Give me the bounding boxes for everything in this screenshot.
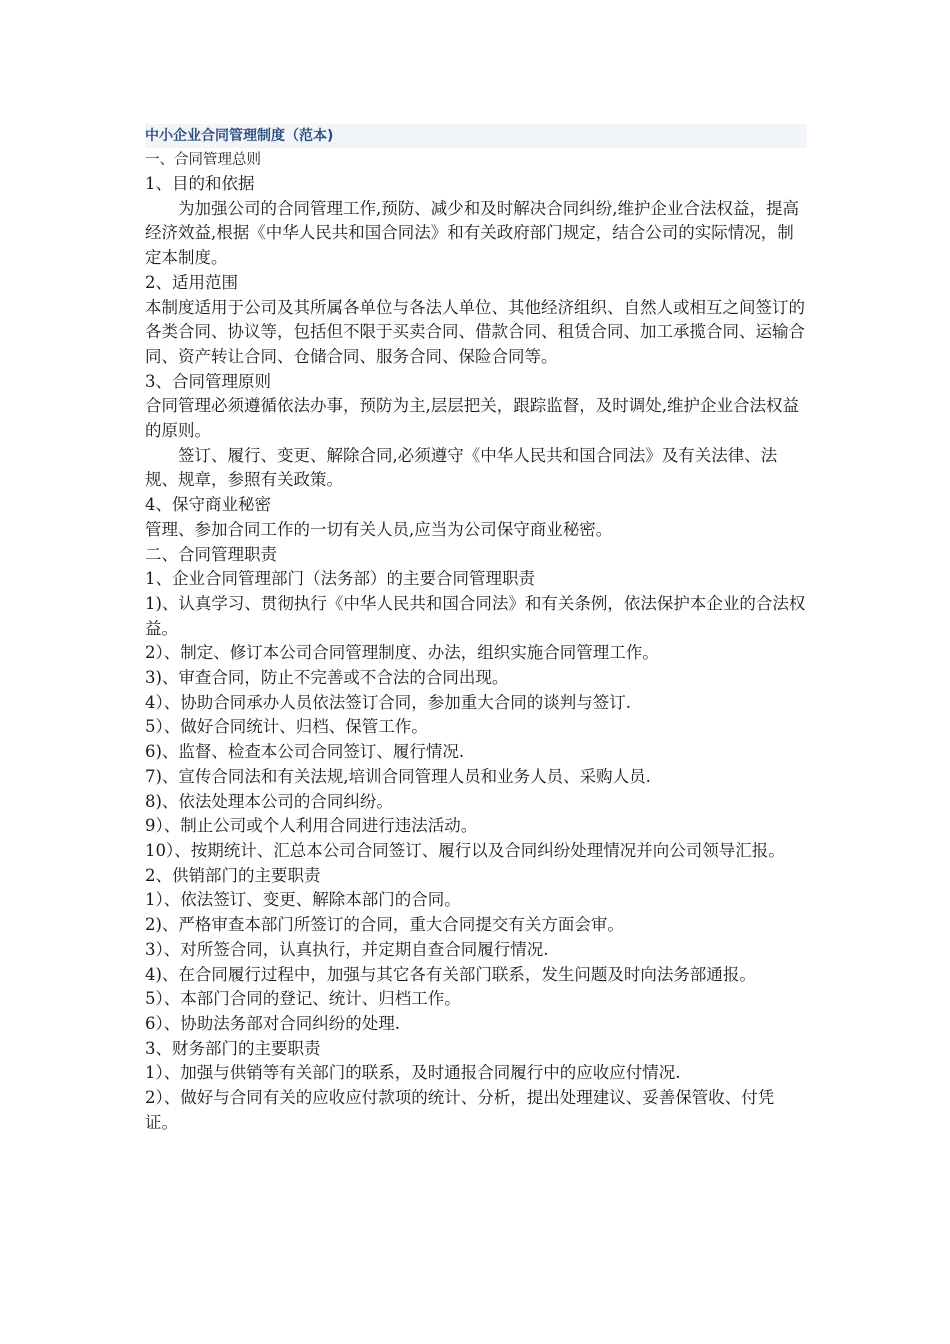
- paragraph: 4)、在合同履行过程中，加强与其它各有关部门联系，发生问题及时向法务部通报。: [145, 964, 756, 984]
- document-page: [145, 124, 807, 1135]
- paragraph: 管理、参加合同工作的一切有关人员,应当为公司保守商业秘密。: [145, 519, 613, 539]
- paragraph: 本制度适用于公司及其所属各单位与各法人单位、其他经济组织、自然人或相互之间签订的各类合同、协议等，包括但不限于买卖合同、借款合同、租赁合同、加工承揽合同、运输合同、资产转让合同、仓储合同、服务合同、保险合同等。: [145, 297, 805, 366]
- paragraph: 3、合同管理原则: [145, 371, 271, 391]
- paragraph: 2)、严格审查本部门所签订的合同，重大合同提交有关方面会审。: [145, 915, 624, 935]
- paragraph: 1）、依法签订、变更、解除本部门的合同。: [145, 890, 461, 910]
- document-title: 中小企业合同管理制度（范本): [145, 124, 807, 148]
- paragraph: 8)、依法处理本公司的合同纠纷。: [145, 791, 393, 811]
- paragraph: 7)、宣传合同法和有关法规,培训合同管理人员和业务人员、采购人员.: [145, 766, 651, 786]
- paragraph: 3)、审查合同，防止不完善或不合法的合同出现。: [145, 668, 509, 688]
- paragraph: 2）、制定、修订本公司合同管理制度、办法，组织实施合同管理工作。: [145, 643, 659, 663]
- paragraph: 4、保守商业秘密: [145, 495, 271, 515]
- paragraph: 4）、协助合同承办人员依法签订合同，参加重大合同的谈判与签订.: [145, 692, 631, 712]
- paragraph: 9）、制止公司或个人利用合同进行违法活动。: [145, 816, 478, 836]
- document-body: [145, 148, 807, 1135]
- paragraph: 2、供销部门的主要职责: [145, 865, 321, 885]
- paragraph: 5）、本部门合同的登记、统计、归档工作。: [145, 989, 461, 1009]
- paragraph: 5）、做好合同统计、归档、保管工作。: [145, 717, 428, 737]
- paragraph: 2、适用范围: [145, 272, 238, 292]
- paragraph: 6）、协助法务部对合同纠纷的处理.: [145, 1013, 400, 1033]
- paragraph: 签订、履行、变更、解除合同,必须遵守《中华人民共和国合同法》及有关法律、法规、规章，参照有关政策。: [145, 445, 778, 490]
- paragraph: 10）、按期统计、汇总本公司合同签订、履行以及合同纠纷处理情况并向公司领导汇报。: [145, 840, 785, 860]
- paragraph: 二、合同管理职责: [145, 544, 277, 564]
- paragraph: 3、财务部门的主要职责: [145, 1038, 321, 1058]
- paragraph: 1）、加强与供销等有关部门的联系，及时通报合同履行中的应收应付情况.: [145, 1063, 681, 1083]
- paragraph: 为加强公司的合同管理工作,预防、减少和及时解决合同纠纷,维护企业合法权益，提高经济效益,根据《中华人民共和国合同法》和有关政府部门规定，结合公司的实际情况，制定本制度。: [145, 198, 799, 268]
- paragraph: 2）、做好与合同有关的应收应付款项的统计、分析，提出处理建议、妥善保管收、付凭证。: [145, 1088, 775, 1132]
- paragraph: 3）、对所签合同，认真执行，并定期自查合同履行情况.: [145, 939, 549, 959]
- paragraph: 合同管理必须遵循依法办事，预防为主,层层把关，跟踪监督，及时调处,维护企业合法权益的原则。: [145, 396, 799, 441]
- paragraph: 1、目的和依据: [145, 174, 255, 193]
- paragraph: 1、企业合同管理部门（法务部）的主要合同管理职责: [145, 569, 535, 589]
- paragraph: 1)、认真学习、贯彻执行《中华人民共和国合同法》和有关条例，依法保护本企业的合法权益。: [145, 593, 806, 638]
- paragraph: 6)、监督、检查本公司合同签订、履行情况.: [145, 742, 465, 762]
- section-heading: 一、合同管理总则: [145, 152, 261, 168]
